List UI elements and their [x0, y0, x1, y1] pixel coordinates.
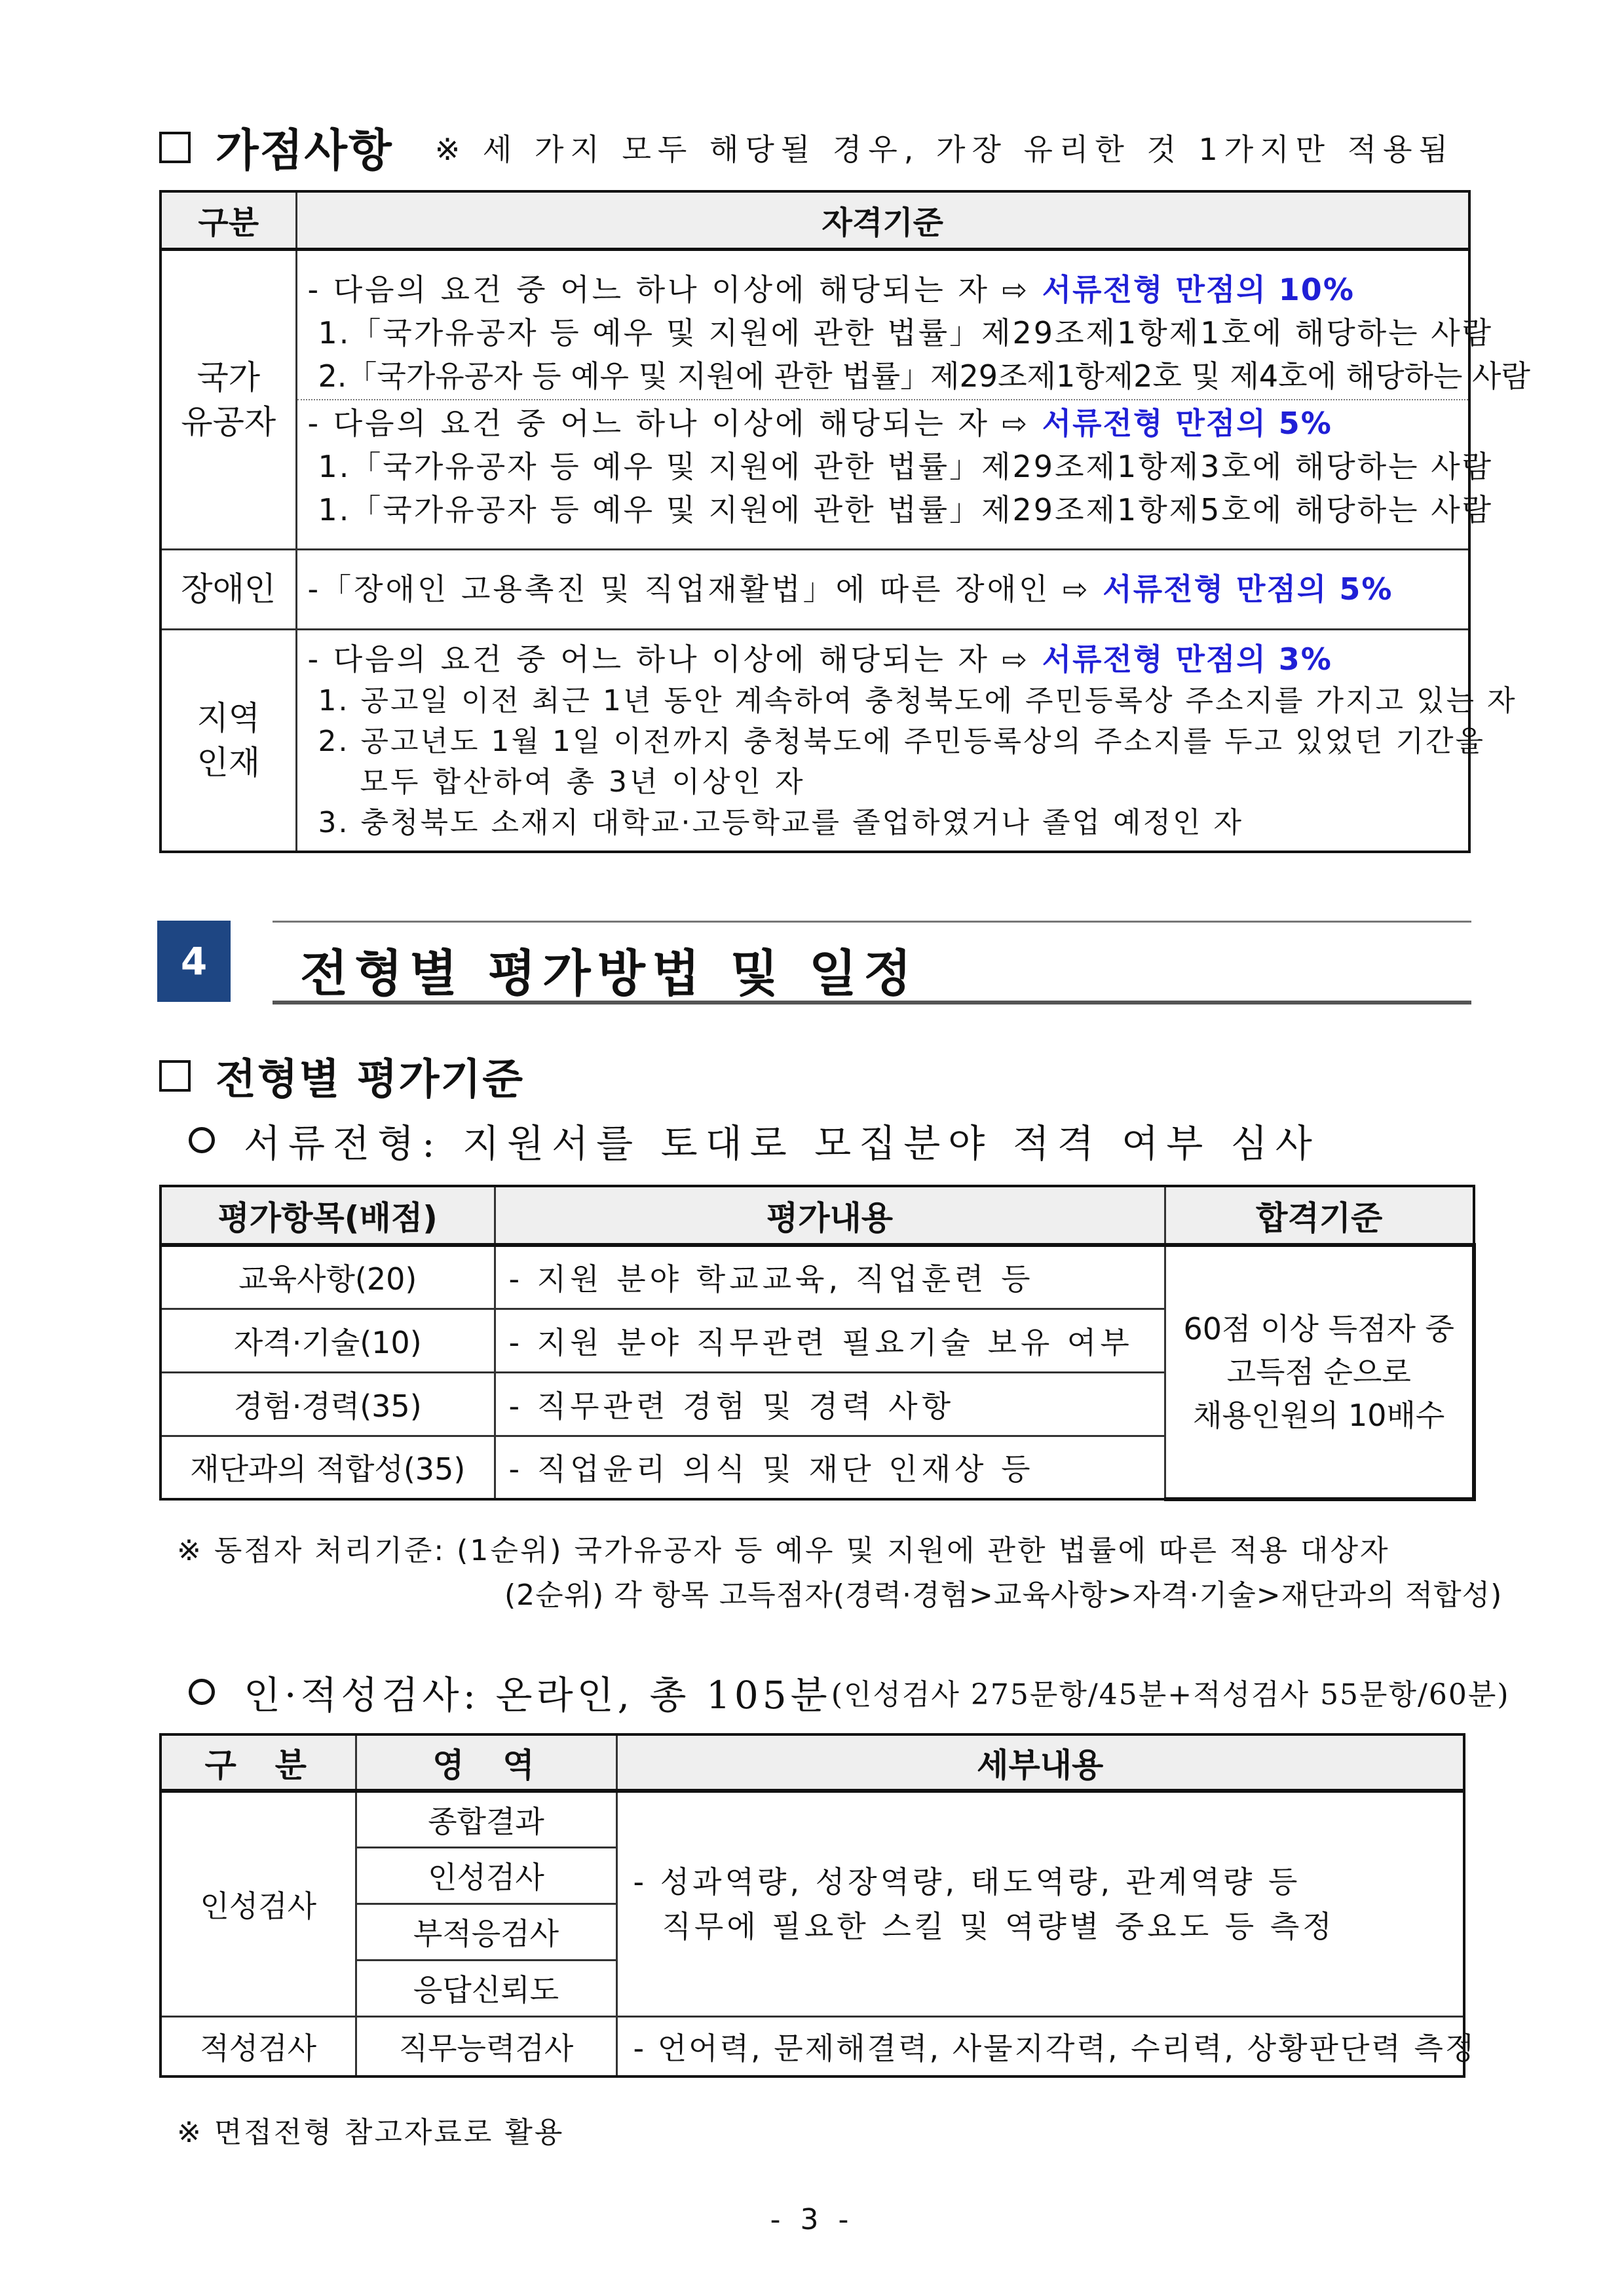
local-category: 지역 인재: [161, 629, 296, 852]
veteran-group1-item: 2.「국가유공자 등 예우 및 지원에 관한 법률」제29조제1항제2호 및 제4호에 해당하는 사람: [318, 358, 1530, 394]
criteria-title: 전형별 평가기준: [216, 1056, 525, 1104]
veteran-group2-item: 1.「국가유공자 등 예우 및 지원에 관한 법률」제29조제1항제5호에 해당하는 사람: [318, 491, 1494, 527]
local-item: 2. 공고년도 1월 1일 이전까지 충청북도에 주민등록상의 주소지를 두고 있었던 기간을: [318, 724, 1485, 758]
document-screening-table: [159, 1185, 1476, 1501]
section-title: 전형별 평가방법 및 일정: [300, 944, 918, 1003]
header-criterion: 합격기준: [1165, 1186, 1474, 1245]
header-area: 영 역: [356, 1734, 616, 1791]
bonus-note: ※ 세 가지 모두 해당될 경우, 가장 유리한 것 1가지만 적용됨: [434, 131, 1455, 167]
veteran-group1-lead: - 다음의 요건 중 어느 하나 이상에 해당되는 자 ⇨ 서류전형 만점의 10%: [307, 271, 1355, 307]
header-category: 구 분: [161, 1734, 356, 1791]
interview-note: ※ 면접전형 참고자료로 활용: [177, 2116, 565, 2149]
personality-category: 인성검사: [161, 1791, 356, 2016]
local-item-cont: 모두 합산하여 총 3년 이상인 자: [360, 765, 806, 799]
bonus-table: [159, 190, 1530, 853]
pass-criterion: 60점 이상 득점자 중 고득점 순으로 채용인원의 10배수: [1165, 1245, 1474, 1499]
eval-content: - 직무관련 경험 및 경력 사항: [495, 1372, 1165, 1436]
section-number: 4: [157, 921, 231, 1002]
bonus-title: 가점사항: [216, 125, 393, 177]
header-detail: 세부내용: [616, 1734, 1464, 1791]
header-item: 평가항목(배점): [161, 1186, 495, 1245]
area-cell: 인성검사: [356, 1847, 616, 1904]
local-item: 1. 공고일 이전 최근 1년 동안 계속하여 충청북도에 주민등록상 주소지를 가지고 있는 자: [318, 683, 1517, 718]
personality-detail: - 성과역량, 성장역량, 태도역량, 관계역량 등 직무에 필요한 스킬 및 역량별 중요도 등 측정: [616, 1791, 1464, 2016]
header-content: 평가내용: [495, 1186, 1165, 1245]
checkbox-square-icon: [159, 132, 191, 163]
eval-content: - 직업윤리 의식 및 재단 인재상 등: [495, 1436, 1165, 1499]
local-criteria: [296, 629, 1517, 852]
section-rule-top: [273, 921, 1471, 923]
veteran-group2-item: 1.「국가유공자 등 예우 및 지원에 관한 법률」제29조제1항제3호에 해당하는 사람: [318, 448, 1494, 484]
eval-item: 자격·기술(10): [161, 1309, 495, 1372]
tie-note: ※ 동점자 처리기준: (1순위) 국가유공자 등 예우 및 지원에 관한 법률에 따른 적용 대상자: [177, 1534, 1390, 1567]
eval-content: - 지원 분야 직무관련 필요기술 보유 여부: [495, 1309, 1165, 1372]
eval-content: - 지원 분야 학교교육, 직업훈련 등: [495, 1245, 1165, 1309]
eval-item: 재단과의 적합성(35): [161, 1436, 495, 1499]
circle-bullet-icon: [189, 1127, 215, 1153]
veteran-category: 국가 유공자: [161, 249, 296, 549]
local-lead: - 다음의 요건 중 어느 하나 이상에 해당되는 자 ⇨ 서류전형 만점의 3%: [307, 641, 1332, 677]
ability-category: 적성검사: [161, 2016, 356, 2076]
aptitude-line: 인·적성검사: 온라인, 총 105분 (인성검사 275문항/45분+적성검사 55문항/60분): [189, 1664, 1510, 1719]
eval-item: 경험·경력(35): [161, 1372, 495, 1436]
dotted-divider: [297, 399, 1469, 400]
bonus-heading: [159, 115, 1454, 179]
tie-note-2: (2순위) 각 항목 고득점자(경력·경험>교육사항>자격·기술>재단과의 적합성): [504, 1578, 1503, 1612]
disabled-category: 장애인: [161, 549, 296, 629]
veteran-group1-item: 1.「국가유공자 등 예우 및 지원에 관한 법률」제29조제1항제1호에 해당하는 사람: [318, 315, 1494, 351]
page-number: - 3 -: [770, 2203, 854, 2236]
criteria-heading: [159, 1046, 524, 1106]
eval-item: 교육사항(20): [161, 1245, 495, 1309]
document-screening-line: 서류전형: 지원서를 토대로 모집분야 적격 여부 심사: [189, 1113, 1320, 1168]
disabled-criteria: -「장애인 고용촉진 및 직업재활법」에 따른 장애인 ⇨ 서류전형 만점의 5%: [296, 549, 1469, 629]
veteran-group2-lead: - 다음의 요건 중 어느 하나 이상에 해당되는 자 ⇨ 서류전형 만점의 5%: [307, 405, 1332, 441]
circle-bullet-icon: [189, 1679, 215, 1705]
area-cell: 부적응검사: [356, 1904, 616, 1960]
local-item: 3. 충청북도 소재지 대학교·고등학교를 졸업하였거나 졸업 예정인 자: [318, 805, 1243, 839]
veteran-criteria: [296, 249, 1530, 549]
checkbox-square-icon: [159, 1060, 191, 1092]
area-cell: 종합결과: [356, 1791, 616, 1847]
bonus-header-criteria: 자격기준: [296, 191, 1469, 249]
aptitude-table: [159, 1733, 1477, 2078]
ability-detail: - 언어력, 문제해결력, 사물지각력, 수리력, 상황판단력 측정: [616, 2016, 1464, 2076]
bonus-header-category: 구분: [161, 191, 296, 249]
area-cell: 응답신뢰도: [356, 1960, 616, 2016]
area-cell: 직무능력검사: [356, 2016, 616, 2076]
